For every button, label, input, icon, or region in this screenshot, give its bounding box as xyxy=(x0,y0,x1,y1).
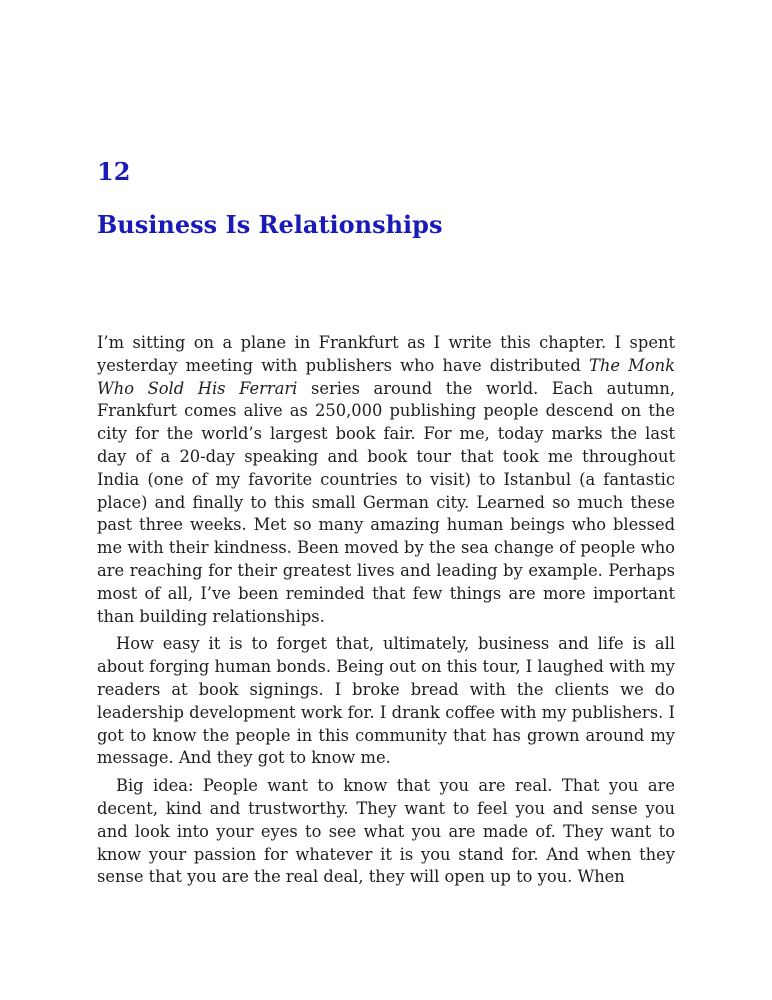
paragraph-1-text-start: I’m sitting on a plane in Frankfurt as I write this chapter. I spent yesterday meeting with publishers who have distributed xyxy=(97,333,675,375)
paragraph-1 xyxy=(97,332,675,628)
paragraph-3: Big idea: People want to know that you are real. That you are decent, kind and trustworthy. They want to feel you and sense you and look into your eyes to see what you are made of. They want to know your passion for whatever it is you stand for. And when they sense that you are the real deal, they will open up to you. When xyxy=(97,776,675,887)
chapter-number: 12 xyxy=(97,157,131,186)
chapter-title: Business Is Relationships xyxy=(97,210,443,239)
paragraph-2: How easy it is to forget that, ultimately, business and life is all about forging human bonds. Being out on this tour, I laughed with my readers at book signings. I broke bread with the clients we do leadership development work for. I drank coffee with my publishers. I got to know the people in this community that has grown around my message. And they got to know me. xyxy=(97,634,675,768)
paragraph-1-text-end: series around the world. Each autumn, Frankfurt comes alive as 250,000 publishing people descend on the city for the world’s largest book fair. For me, today marks the last day of a 20-day speaking and book tour that took me throughout India (one of my favorite countries to visit) to Istanbul (a fantastic place) and finally to this small German city. Learned so much these past three weeks. Met so many amazing human beings who blessed me with their kindness. Been moved by the sea change of people who are reaching for their greatest lives and leading by example. Perhaps most of all, I’ve been reminded that few things are more important than building relationships. xyxy=(97,378,675,626)
book-title-italic: The Monk Who Sold His Ferrari xyxy=(97,355,675,398)
chapter-body xyxy=(97,332,675,894)
